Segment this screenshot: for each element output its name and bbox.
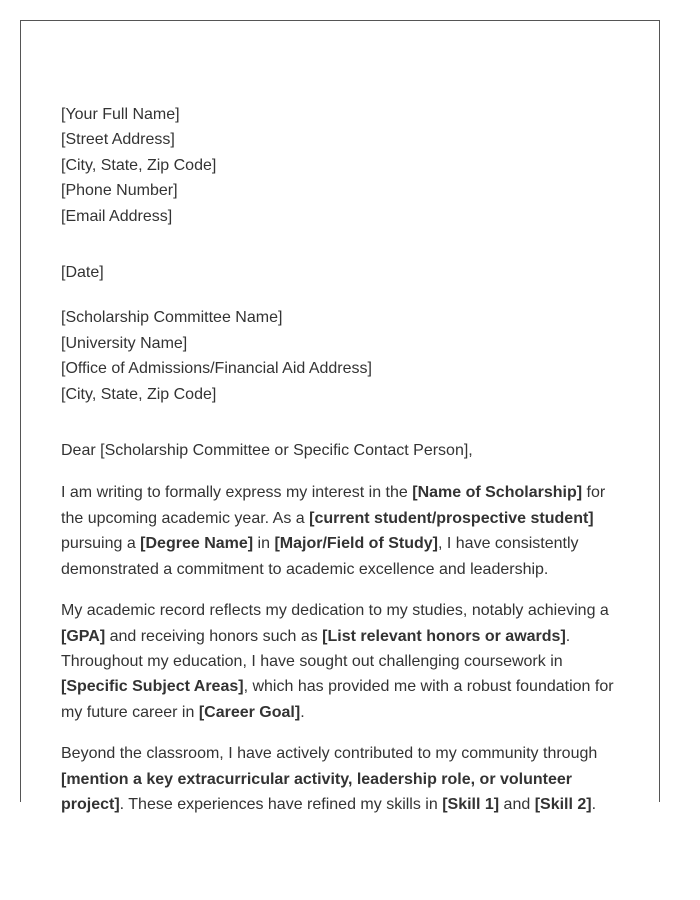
- sender-street-address: [Street Address]: [61, 131, 175, 149]
- placeholder-skill-2: [Skill 2]: [534, 795, 592, 813]
- placeholder-student-status: [current student/prospective student]: [309, 509, 594, 527]
- text-run: .: [300, 703, 305, 721]
- placeholder-extracurricular: [mention a key extracurricular activity, leadership role, or volunteer project]: [61, 770, 572, 813]
- paragraph-intro: [61, 480, 631, 582]
- text-run: pursuing a: [61, 535, 141, 553]
- placeholder-scholarship-name: [Name of Scholarship]: [412, 484, 583, 502]
- text-run: , I have consistently demonstrated a commitment to academic excellence and leadership.: [61, 535, 579, 578]
- sender-email: [Email Address]: [61, 207, 173, 225]
- placeholder-skill-1: [Skill 1]: [442, 795, 500, 813]
- text-run: . These experiences have refined my skills in: [119, 795, 443, 813]
- recipient-address-block: [61, 305, 631, 407]
- letter-page: [20, 20, 660, 813]
- text-run: I am writing to formally express my interest in the: [61, 484, 413, 502]
- paragraph-academics: [61, 598, 631, 725]
- recipient-university: [University Name]: [61, 334, 188, 352]
- recipient-city-state-zip: [City, State, Zip Code]: [61, 385, 217, 403]
- date-block: [61, 260, 631, 285]
- paragraph-extracurricular: [61, 741, 631, 817]
- text-run: and: [499, 795, 535, 813]
- letter-body: [61, 102, 631, 833]
- placeholder-subject-areas: [Specific Subject Areas]: [61, 678, 244, 696]
- text-run: My academic record reflects my dedication to my studies, notably achieving a: [61, 602, 609, 620]
- text-run: in: [253, 535, 275, 553]
- letter-date: [Date]: [61, 264, 104, 282]
- sender-address-block: [61, 102, 631, 229]
- salutation: Dear [Scholarship Committee or Specific Contact Person],: [61, 442, 473, 460]
- sender-full-name: [Your Full Name]: [61, 106, 180, 123]
- text-run: for the upcoming academic year. As a: [61, 484, 606, 527]
- sender-phone: [Phone Number]: [61, 182, 178, 200]
- placeholder-gpa: [GPA]: [61, 627, 106, 645]
- text-run: , which has provided me with a robust foundation for my future career in: [61, 678, 614, 721]
- recipient-committee: [Scholarship Committee Name]: [61, 309, 283, 327]
- text-run: .: [591, 795, 597, 813]
- placeholder-career-goal: [Career Goal]: [198, 703, 301, 721]
- text-run: Beyond the classroom, I have actively contributed to my community through: [61, 745, 598, 763]
- sender-city-state-zip: [City, State, Zip Code]: [61, 156, 217, 174]
- placeholder-honors: [List relevant honors or awards]: [322, 627, 566, 645]
- placeholder-degree-name: [Degree Name]: [140, 535, 254, 553]
- recipient-office: [Office of Admissions/Financial Aid Address]: [61, 360, 372, 378]
- text-run: . Throughout my education, I have sought out challenging coursework in: [61, 627, 571, 670]
- text-run: and receiving honors such as: [105, 627, 323, 645]
- placeholder-major: [Major/Field of Study]: [274, 535, 438, 553]
